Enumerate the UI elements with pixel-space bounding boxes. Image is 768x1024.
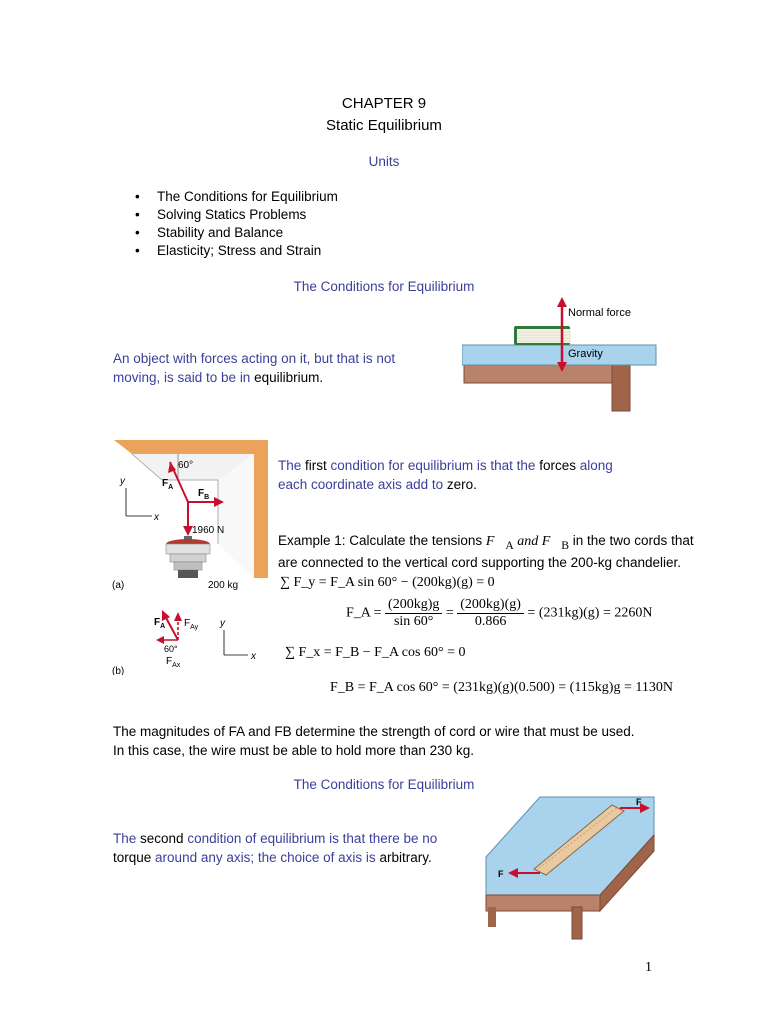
equation-sum-fy: ∑ F_y = F_A sin 60° − (200kg)(g) = 0	[280, 575, 495, 590]
torque-figure	[484, 795, 656, 940]
gravity-label: Gravity	[568, 348, 603, 360]
equation-sum-fx: ∑ F_x = F_B − F_A cos 60° = 0	[285, 645, 466, 660]
fay-label: $F_{Ay}$	[184, 618, 199, 631]
page-title: Static Equilibrium	[326, 117, 442, 134]
fax-label: $F_{Ax}$	[166, 656, 181, 669]
list-item: • Stability and Balance	[135, 224, 338, 242]
list-item: • The Conditions for Equilibrium	[135, 188, 338, 206]
example-line2: are connected to the vertical cord supporting the 200-kg chandelier.	[278, 555, 682, 570]
fb-label: $F_B$	[198, 488, 210, 501]
list-item: • Elasticity; Stress and Strain	[135, 242, 338, 260]
example-vectors: $F⃗_A$ and $F⃗_B$	[485, 534, 569, 552]
example-prefix: Example 1: Calculate the tensions	[278, 533, 483, 548]
axis-y-label: y	[120, 476, 125, 487]
second-condition-text: The second condition of equilibrium is that there be no torque around any axis; the choice of axis is arbitrary.	[113, 831, 438, 865]
example-statement	[278, 531, 694, 555]
normal-force-label: Normal force	[568, 307, 631, 319]
angle-label-a: 60°	[178, 460, 194, 471]
angle-label-b: 60°	[164, 644, 178, 654]
axis-x-b-label: x	[251, 651, 256, 662]
section-heading: The Conditions for Equilibrium	[293, 279, 475, 294]
fa-b-label: $F_A$	[154, 617, 166, 630]
equation-fb: F_B = F_A cos 60° = (231kg)(g)(0.500) = (115kg)g = 1130N	[330, 680, 673, 695]
first-condition-text: The first condition for equilibrium is that the forces along each coordinate axis add to zero.	[278, 458, 613, 492]
fa-label: $F_A$	[162, 478, 174, 491]
figure-label-a: (a)	[112, 580, 125, 591]
equilibrium-definition	[113, 349, 443, 387]
units-list	[135, 188, 338, 260]
force-label-bottom: F	[498, 869, 504, 879]
definition-term: equilibrium.	[254, 370, 324, 385]
book-on-table-figure	[462, 295, 658, 413]
example-suffix: in the two cords that	[572, 533, 694, 548]
figure-label-b: (b)	[112, 666, 125, 675]
weight-label: 1960 N	[192, 525, 225, 536]
force-label-top: F	[636, 797, 642, 807]
units-heading: Units	[368, 154, 400, 169]
magnitudes-paragraph: The magnitudes of FA and FB determine the strength of cord or wire that must be used. In this case, the wire must be able to hold more than 230 kg.	[113, 724, 635, 758]
mass-label: 200 kg	[208, 580, 239, 591]
axis-x-label: x	[154, 512, 159, 523]
page-number: 1	[645, 960, 652, 975]
equation-fa: F_A = $\frac{(200kg)g}{\sin 60^\circ}$ = $\frac{(200kg)(g)}{0.866}$ = (231kg)(g) = 2260N	[346, 597, 653, 629]
definition-text: An object with forces acting on it, but that is not moving, is said to be in	[113, 351, 396, 385]
list-item: • Solving Statics Problems	[135, 206, 338, 224]
axis-y-b-label: y	[220, 618, 225, 629]
chandelier-figure	[112, 440, 272, 675]
section-heading-2: The Conditions for Equilibrium	[293, 777, 475, 792]
chapter-label: CHAPTER 9	[341, 95, 427, 112]
